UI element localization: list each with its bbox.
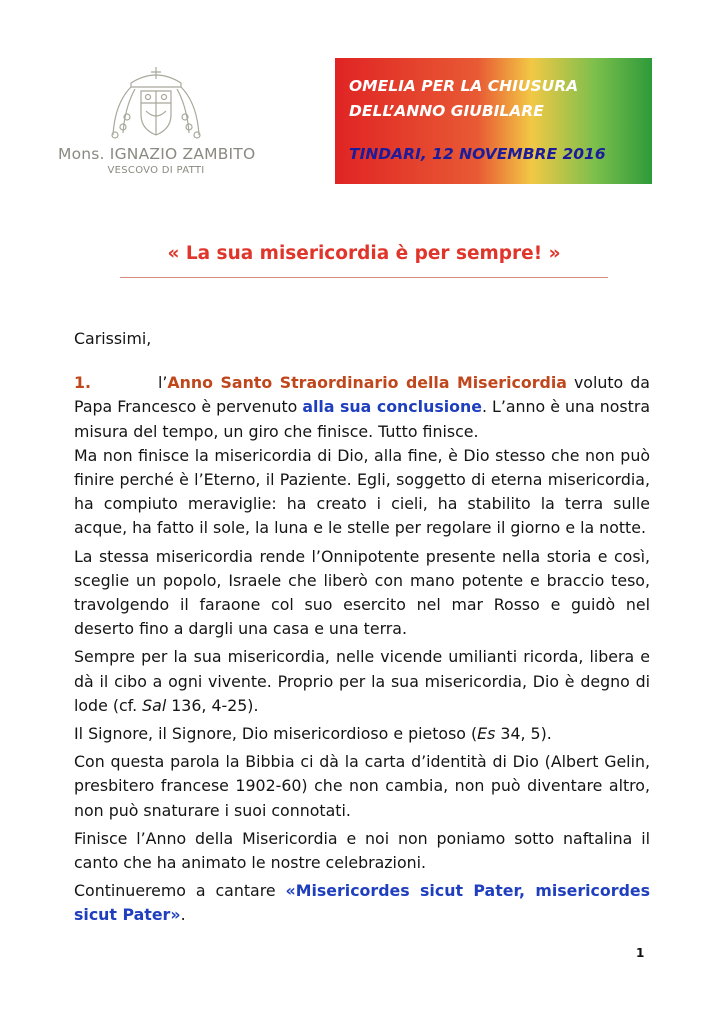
paragraph-4-text-b: 136, 4-25).: [166, 695, 259, 715]
title-line-1: OMELIA PER LA CHIUSURA: [349, 77, 579, 95]
paragraph-8: [74, 879, 650, 927]
paragraph-5: [74, 722, 650, 746]
paragraph-1: [74, 371, 650, 444]
paragraph-4: [74, 645, 650, 718]
homily-body: [74, 327, 650, 928]
page-number: 1: [636, 946, 645, 960]
salmi-reference: Sal: [142, 695, 167, 715]
article-prefix: l’: [158, 373, 168, 393]
paragraph-2: Ma non finisce la misericordia di Dio, alla fine, è Dio stesso che non può finire perché è l’Eterno, il Paziente. Egli, soggetto di eterna misericordia, ha compiuto meraviglie: ha creato i cieli, ha stabilito la terra sulle acque, ha fatto il sole, la luna e le stelle per regolare il giorno e la notte.: [74, 445, 650, 538]
heading-divider: [120, 277, 608, 278]
paragraph-7: Finisce l’Anno della Misericordia e noi non poniamo sotto naftalina il canto che ha animato le nostre celebrazioni.: [74, 828, 650, 873]
homily-date: TINDARI, 12 NOVEMBRE 2016: [349, 145, 606, 163]
paragraph-6: Con questa parola la Bibbia ci dà la carta d’identità di Dio (Albert Gelin, presbitero francese 1902-60) che non cambia, non può diventare altro, non può snaturare i suoi connotati.: [74, 752, 650, 820]
bishop-name: Mons. IGNAZIO ZAMBITO: [58, 145, 256, 163]
paragraph-1-text-b: . L’anno è una nostra misura del tempo, un giro che finisce. Tutto finisce.: [74, 397, 651, 441]
paragraph-8-text-b: .: [180, 905, 186, 925]
greeting: Carissimi,: [74, 329, 152, 348]
coat-of-arms-icon: [101, 63, 211, 141]
bishop-title: VESCOVO DI PATTI: [107, 165, 205, 176]
esodo-reference: Es: [477, 724, 496, 744]
bishop-crest: [58, 63, 254, 187]
paragraph-8-text-a: Continueremo a cantare: [74, 881, 286, 901]
paragraph-1-text-a: voluto da Papa Francesco è pervenuto: [74, 373, 650, 417]
page-heading: « La sua misericordia è per sempre! »: [167, 243, 561, 264]
paragraph-4-text-a: Sempre per la sua misericordia, nelle vicende umilianti ricorda, libera e dà il cibo a ogni vivente. Proprio per la sua misericordia, Dio è degno di lode (cf.: [74, 647, 650, 715]
paragraph-5-text-b: 34, 5).: [495, 724, 552, 744]
homily-title-box: [335, 58, 652, 184]
anno-santo-emphasis: Anno Santo Straordinario della Misericordia: [167, 373, 567, 393]
section-number: 1.: [74, 373, 91, 393]
paragraph-5-text-a: Il Signore, il Signore, Dio misericordioso e pietoso (: [74, 724, 478, 744]
conclusione-emphasis: alla sua conclusione: [302, 397, 482, 417]
misericordes-quote: «Misericordes sicut Pater, misericordes sicut Pater»: [74, 881, 650, 925]
title-line-2: DELL’ANNO GIUBILARE: [349, 102, 544, 120]
paragraph-3: La stessa misericordia rende l’Onnipotente presente nella storia e così, sceglie un popolo, Israele che liberò con mano potente e braccio teso, travolgendo il faraone col suo esercito nel mar Rosso e guidò nel deserto fino a dargli una casa e una terra.: [74, 546, 650, 639]
